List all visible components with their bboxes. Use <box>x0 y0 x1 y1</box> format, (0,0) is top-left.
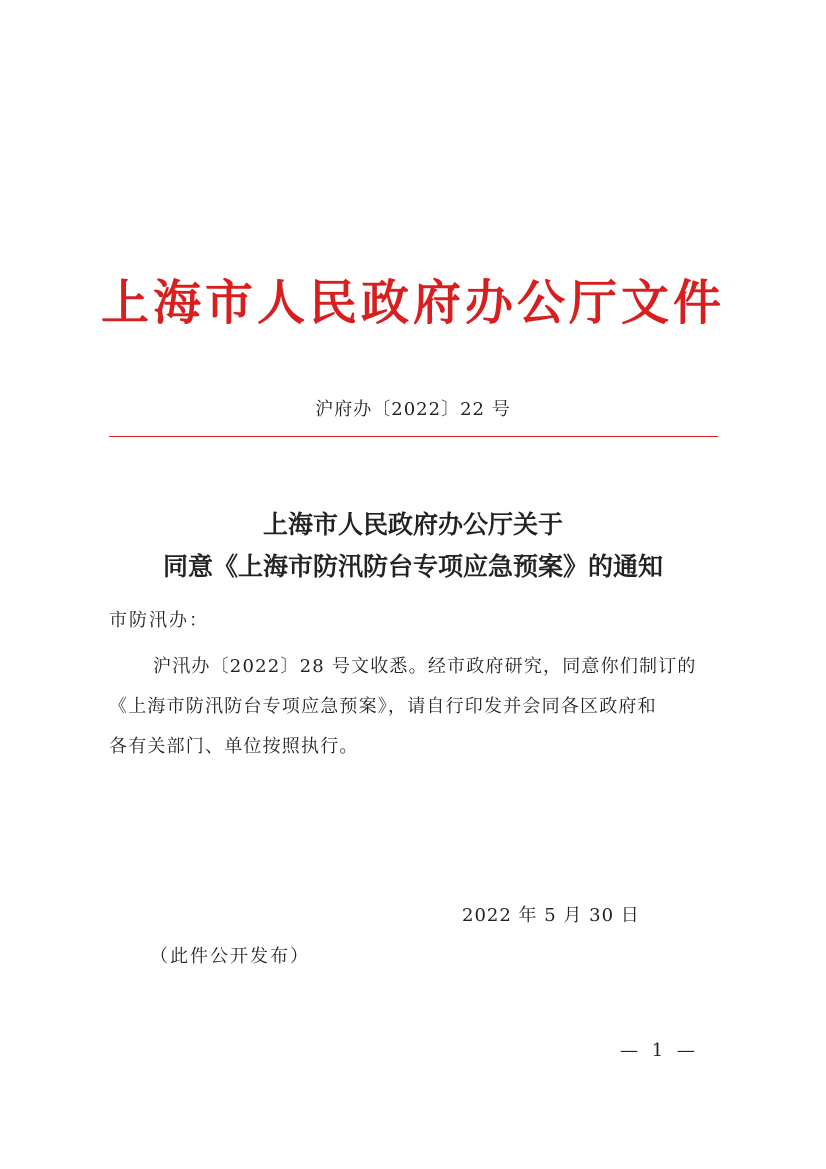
issue-date: 2022 年 5 月 30 日 <box>462 905 640 926</box>
body-line-2: 《上海市防汛防台专项应急预案》，请自行印发并会同各区政府和 <box>109 696 657 717</box>
issuer-header-title: 上海市人民政府办公厅文件 <box>100 275 725 331</box>
title-line-1: 上海市人民政府办公厅关于 <box>262 510 563 539</box>
document-title <box>0 504 826 588</box>
body-line-1: 沪汛办〔2022〕28 号文收悉。经市政府研究，同意你们制订的 <box>153 656 697 677</box>
body-line-3: 各有关部门、单位按照执行。 <box>109 736 359 757</box>
red-separator-line <box>109 436 718 437</box>
title-line-2: 同意《上海市防汛防台专项应急预案》的通知 <box>162 552 663 581</box>
body-paragraph <box>109 647 721 767</box>
page-number: — 1 — <box>620 1040 699 1061</box>
document-number: 沪府办〔2022〕22 号 <box>315 399 511 420</box>
publication-note: （此件公开发布） <box>150 946 310 967</box>
salutation: 市防汛办： <box>109 610 209 631</box>
